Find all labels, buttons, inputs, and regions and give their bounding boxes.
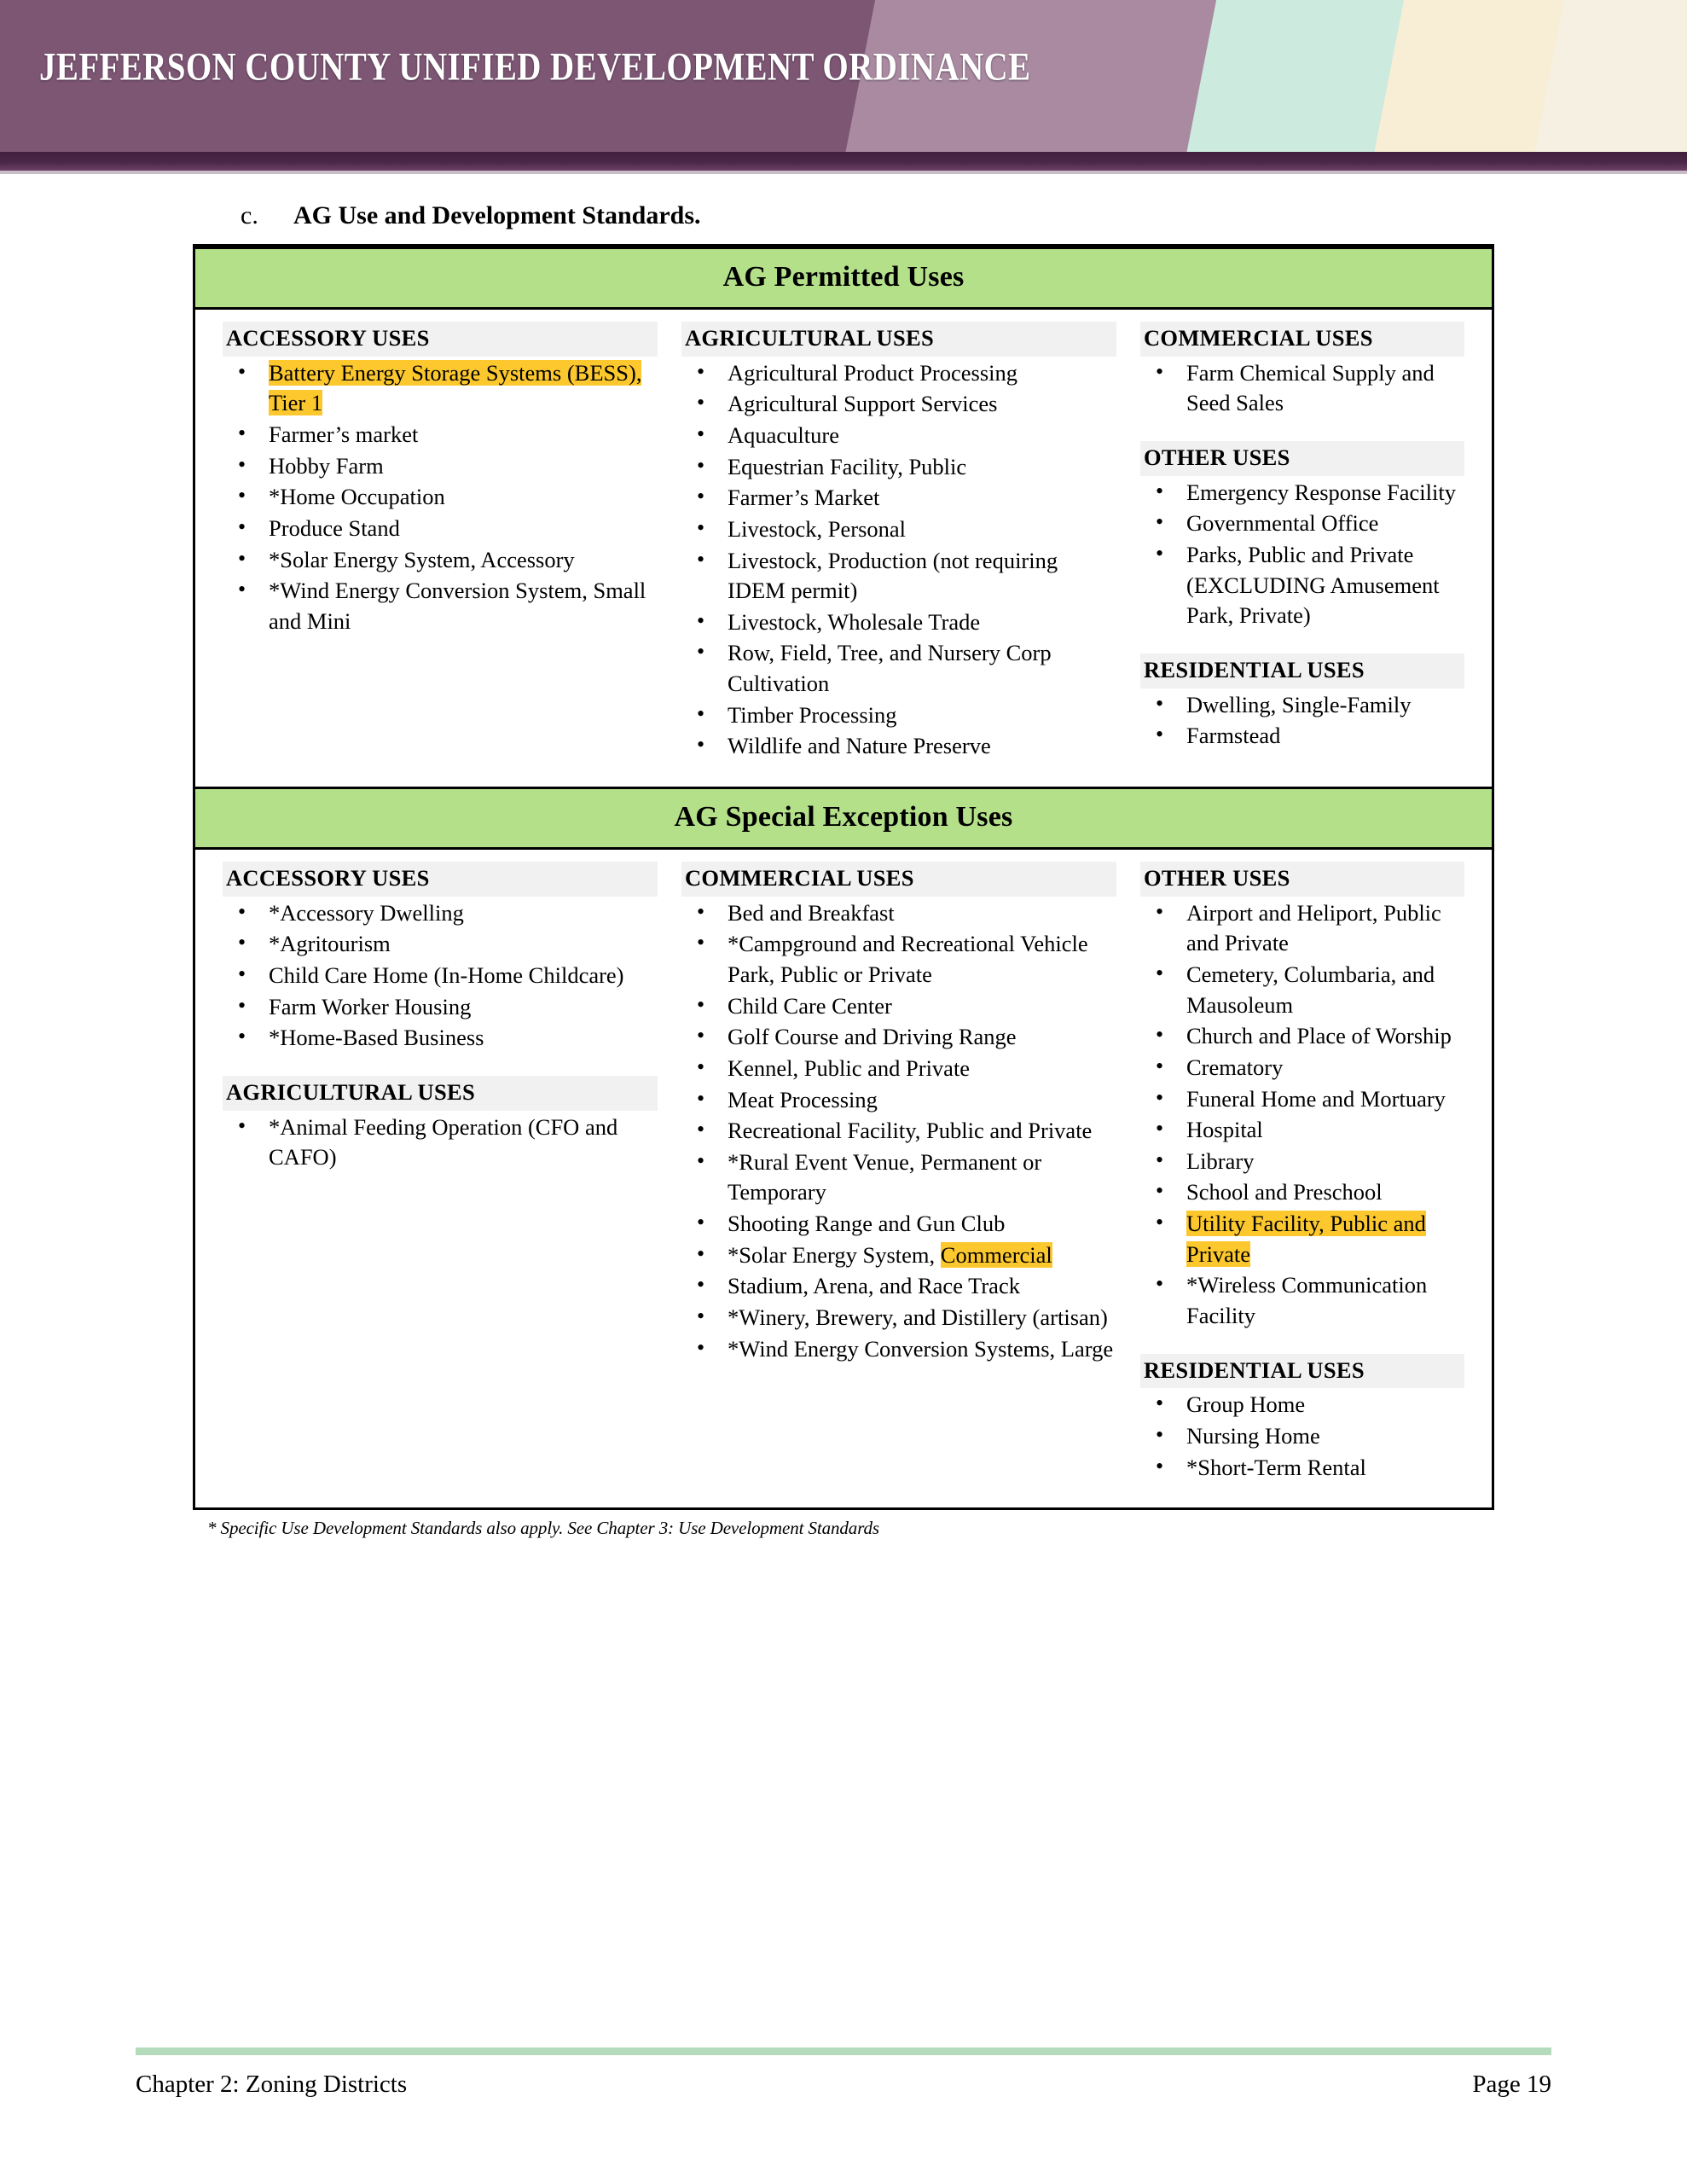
highlighted-text: Commercial [940,1241,1052,1268]
use-list-item: • Farmer’s market [223,420,658,450]
use-list [223,358,658,637]
use-list [1140,358,1464,419]
category-heading: COMMERCIAL USES [681,862,1116,897]
use-list-item: • Agricultural Support Services [681,389,1116,420]
use-list-item: • *Accessory Dwelling [223,898,658,929]
use-list-item: • Farmer’s Market [681,483,1116,514]
use-list-item: • Produce Stand [223,514,658,544]
category-heading: ACCESSORY USES [223,322,658,357]
banner-title: JEFFERSON COUNTY UNIFIED DEVELOPMENT ORDINANCE [39,45,1031,89]
use-list-item: • Meat Processing [681,1085,1116,1116]
highlighted-text: Utility Facility, Public and Private [1186,1211,1426,1267]
use-list-item: • Equestrian Facility, Public [681,452,1116,483]
page-banner [0,0,1687,162]
use-list [1140,898,1464,1332]
special-exception-uses-banner: AG Special Exception Uses [195,787,1492,850]
ag-use-table [193,244,1494,1510]
footer-divider-rule [136,2048,1551,2055]
use-list-item: • Row, Field, Tree, and Nursery Corp Cultivation [681,638,1116,699]
use-list [1140,690,1464,752]
use-list-item: • Hospital [1140,1115,1464,1146]
use-list-item: • Farm Chemical Supply and Seed Sales [1140,358,1464,419]
section-heading [0,201,1687,230]
category-heading: AGRICULTURAL USES [681,322,1116,357]
use-list-item: • Stadium, Arena, and Race Track [681,1271,1116,1302]
use-list-item: • Agricultural Product Processing [681,358,1116,389]
use-list-item: • *Wind Energy Conversion Systems, Large [681,1334,1116,1365]
use-list-item: • Nursing Home [1140,1421,1464,1452]
use-list-item: • Hobby Farm [223,451,658,482]
use-list-item [1140,1209,1464,1269]
permitted-column-2 [670,322,1128,763]
use-list-item: • Dwelling, Single-Family [1140,690,1464,721]
use-list-item: • Emergency Response Facility [1140,478,1464,508]
section-letter: c. [241,201,258,229]
use-list-item: • *Rural Event Venue, Permanent or Temporary [681,1147,1116,1208]
use-list-item: • *Short-Term Rental [1140,1453,1464,1484]
special-exception-column-2 [670,862,1128,1365]
category-heading: RESIDENTIAL USES [1140,653,1464,688]
use-list-item: • Parks, Public and Private (EXCLUDING Amusement Park, Private) [1140,540,1464,631]
category-heading: OTHER USES [1140,862,1464,897]
use-list-item: • Farm Worker Housing [223,992,658,1023]
use-list-item: • *Animal Feeding Operation (CFO and CAFO) [223,1112,658,1173]
use-list-item: • *Solar Energy System, Commercial [681,1240,1116,1271]
use-list-item: • Crematory [1140,1053,1464,1083]
use-list-item: • Bed and Breakfast [681,898,1116,929]
use-list [681,358,1116,762]
use-list-item: • Cemetery, Columbaria, and Mausoleum [1140,960,1464,1020]
footer-chapter-label: Chapter 2: Zoning Districts [136,2071,408,2098]
use-list-item: • *Winery, Brewery, and Distillery (artisan) [681,1303,1116,1333]
page-content [0,176,1687,1539]
special-exception-column-3 [1128,862,1476,1484]
category-heading: ACCESSORY USES [223,862,658,897]
use-list-item: • *Agritourism [223,929,658,960]
category-heading: AGRICULTURAL USES [223,1076,658,1111]
use-list-item: • *Wireless Communication Facility [1140,1270,1464,1331]
use-list-item: • Wildlife and Nature Preserve [681,731,1116,762]
category-heading: COMMERCIAL USES [1140,322,1464,357]
footer-row [136,2071,1551,2099]
use-list-item: • Aquaculture [681,421,1116,451]
use-list-item: • Livestock, Wholesale Trade [681,607,1116,638]
use-list-item: • Library [1140,1147,1464,1177]
special-exception-column-1 [211,862,670,1174]
use-list-item: • Funeral Home and Mortuary [1140,1084,1464,1115]
use-list-item: • Livestock, Personal [681,514,1116,545]
page-title: AG Use and Development Standards. [293,201,701,229]
use-list-item: • Airport and Heliport, Public and Private [1140,898,1464,959]
use-list-item: • *Campground and Recreational Vehicle Park, Public or Private [681,929,1116,990]
footer-page-number: Page 19 [1472,2071,1551,2098]
use-list-item: • Golf Course and Driving Range [681,1022,1116,1053]
use-list-item: • Church and Place of Worship [1140,1021,1464,1052]
use-list-item: • *Solar Energy System, Accessory [223,545,658,576]
use-list-item: • Recreational Facility, Public and Private [681,1116,1116,1147]
use-list-item: • Timber Processing [681,700,1116,731]
use-list-item [223,358,658,419]
category-heading: RESIDENTIAL USES [1140,1354,1464,1389]
use-list-item: • Farmstead [1140,721,1464,752]
use-list-item: • Group Home [1140,1390,1464,1420]
highlighted-text: Battery Energy Storage Systems (BESS), Tier 1 [269,359,642,416]
use-list-item: • *Home-Based Business [223,1023,658,1054]
use-list-item: • *Home Occupation [223,482,658,513]
use-list-item: • *Wind Energy Conversion System, Small and Mini [223,576,658,636]
use-list-item: • Child Care Home (In-Home Childcare) [223,961,658,991]
table-footnote: * Specific Use Development Standards also apply. See Chapter 3: Use Development Standards [207,1518,879,1539]
category-heading: OTHER USES [1140,441,1464,476]
use-list-item: • Child Care Center [681,991,1116,1022]
permitted-column-1 [211,322,670,637]
banner-bottom-rule [0,152,1687,171]
banner-bottom-rule-edge [0,171,1687,174]
use-list [681,898,1116,1365]
use-list [1140,1390,1464,1483]
use-list-item: • Governmental Office [1140,508,1464,539]
use-list-item: • Kennel, Public and Private [681,1054,1116,1084]
use-list [223,898,658,1054]
permitted-uses-columns [195,310,1492,787]
permitted-column-3 [1128,322,1476,752]
use-list-item: • Shooting Range and Gun Club [681,1209,1116,1240]
special-exception-columns [195,850,1492,1507]
page-footer [0,2048,1687,2099]
permitted-uses-banner: AG Permitted Uses [195,247,1492,310]
use-list [1140,478,1464,631]
use-list-item: • Livestock, Production (not requiring IDEM permit) [681,546,1116,607]
use-list-item: • School and Preschool [1140,1177,1464,1208]
use-list [223,1112,658,1173]
